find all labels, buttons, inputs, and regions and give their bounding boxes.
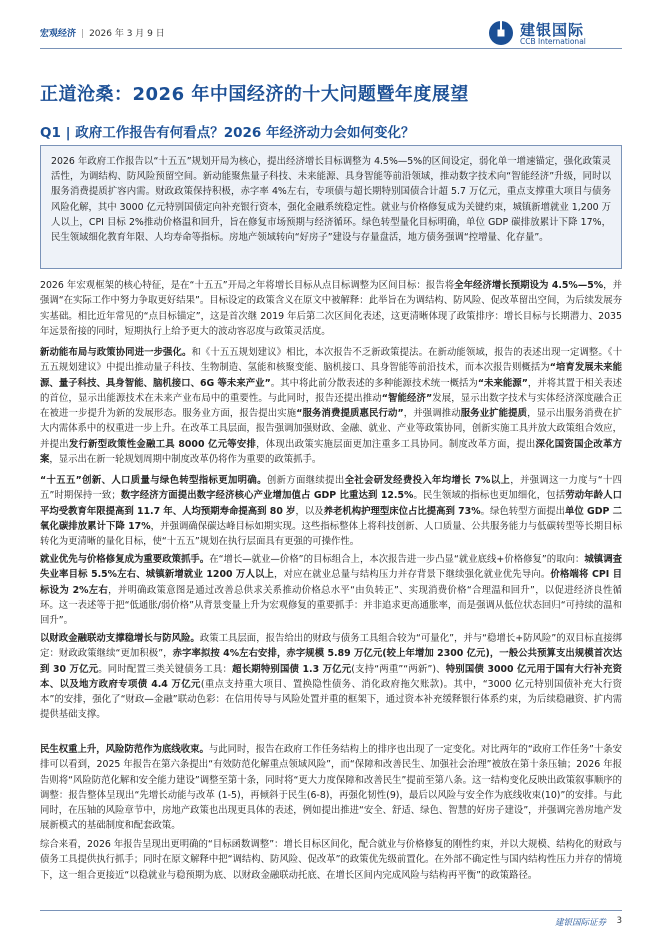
summary-box: 2026 年政府工作报告以“十五五”规划开局为核心，提出经济增长目标调整为 4.5%—5%的区间设定，弱化单一增速锚定，强化政策灵活性，为调结构、防风险预留空间。新动能聚焦量子科技、未来能源、具身智能等前沿领域，推动数字技术向“智能经济”升级，同时以服务消费提质扩容内需。财政政策保持积极，赤字率 4%左右，专项债与超长期特别国债合计超 5.7 万亿元，重点支撑重大项目与债务风险化解，其中 3000 亿元特别国债定向补充银行资本，强化金融系统稳定性。就业与价格修复成为关键约束，城镇新增就业 1,200 万人以上，CPI 目标 2%推动价格温和回升，旨在修复市场预期与经济循环。绿色转型量化目标明确，单位 GDP 碳排放累计下降 17%，民生领域细化教育年限、人均寿命等指标。房地产领域转向“好房子”建设与存量盘活，地方债务强调“控增量、化存量”。	[40, 145, 622, 269]
bold-text-run: 以财政金融联动支撑稳增长与防风险。	[40, 633, 200, 644]
text-run: 发展，显示出数字技术与实体经济深度融合正在被进一步提升为新的发展形态。服务业方面，报告提出实施	[40, 392, 622, 420]
bold-text-run: 赤字率拟按 4%左右安排	[172, 648, 277, 660]
text-run: (重点支持重大项目、置换隐性债务、消化政府拖欠账款)。其中，“3000 亿元特别国债补充大行资本”的安排，强化了“财政—金融”联动色彩：在信用传导与风险处置并重的框架下，通过资本补充缓释银行体系约束，为后续稳融资、扩内需提供基础支撑。	[40, 678, 623, 721]
section-subtitle: Q1 | 政府工作报告有何看点？2026 年经济动力会如何变化？	[40, 125, 415, 141]
bold-text-run: 单位 GDP 二氧化碳排放累计下降 17%	[40, 505, 623, 532]
header-date: 2026 年 3 月 9 日	[89, 29, 165, 39]
page-header	[40, 18, 622, 48]
bold-text-run: 数字经济方面提出数字经济核心产业增加值占 GDP 比重达到 12.5%	[120, 490, 414, 502]
text-run: 综合来看，2026 年报告呈现出更明确的“目标函数调整”：增长目标区间化，配合就业与价格修复的刚性约束，并以大规模、结构化的财政与债务工具提供执行抓手；同时在原文解释中把“调结构、防风险、促改革”的政策优先级前置化。在外部不确定性与国内结构性压力并存的情境下，这一组合更接近“以稳就业与稳预期为底、以财政金融联动托底、在增长区间内完成风险与结构再平衡”的政策路径。	[40, 839, 622, 881]
logo-name-en: CCB International	[520, 37, 586, 46]
text-run: 与此同时，报告在政府工作任务结构上的排序也出现了一定变化。对比两年的“政府工作任务”十条安排可以看到，2025 年报告在第六条提出“有效防范化解重点领域风险”，而“保障和改善民生、加强社会治理”被放在第十条压轴；2026 年报告则将“风险防范化解和安全能力建设”调整至第十条，同时将“更大力度保障和改善民生”提前至第八条。这一结构变化反映出政策叙事顺序的调整：报告整体呈现出“先增长动能与改革 (1-5)，再倾斜于民生(6-8)，再强化韧性(9)，最后以风险与安全作为底线收束(10)”的安排。与此同时，在压轴的风险章节中，房地产政策也出现更具体的表述，例如提出推进“安全、舒适、绿色、智慧的好房子建设”，并强调完善房地产发展新模式的基础制度和配套政策。	[40, 744, 622, 832]
body-paragraph	[40, 278, 622, 339]
body-paragraph	[40, 837, 622, 883]
body-paragraph	[40, 552, 622, 628]
bold-text-run: 超长期特别国债 1.3 万亿元	[232, 663, 352, 675]
bold-text-run: 全社会研发经费投入年均增长 7%以上	[344, 475, 511, 486]
bold-text-run: “培育发展未来能源、量子科技、具身智能、脑机接口、6G 等未来产业”	[40, 362, 622, 389]
header-divider	[40, 48, 622, 49]
logo-name-cn: 建银国际	[520, 21, 585, 39]
text-run: 和《十五五规划建议》相比，本次报告不乏新政策提法。在新动能领域，报告的表述出现一定调整。《十五五规划建议》中提出推动量子科技、生物制造、氢能和核聚变能、脑机接口、具身智能等前沿技术，而本次报告则概括为	[40, 347, 622, 374]
text-run: ，并强调推动	[403, 408, 461, 420]
bold-text-run: 特别国债 3000 亿元用于国有大行补充资本、以及地方政府专项债 4.4 万亿元	[40, 663, 623, 690]
header-section: 宏观经济	[40, 29, 77, 39]
bold-text-run: “智能经济”	[381, 392, 433, 404]
text-run: ，并将其置于相关表述的首位，显示出能源技术在未来产业布局中的重要性。与此同时，报告还提出推动	[40, 377, 622, 404]
ccb-logo-icon	[488, 20, 514, 46]
bold-text-run: 服务业扩能提质	[460, 408, 528, 420]
header-separator: |	[81, 29, 85, 39]
bold-text-run: 价格端将 CPI 目标设为 2%左右	[40, 569, 622, 596]
page-number: 3	[616, 916, 622, 926]
bold-text-run: 发行新型政策性金融工具 8000 亿元等安排	[68, 438, 257, 450]
bold-text-run: 城镇调查失业率目标 5.5%左右、城镇新增就业 1200 万人以上	[40, 554, 622, 581]
text-run: 创新方面继续提出	[266, 475, 345, 486]
text-run: ，体现出政策实施层面更加注重多工具协同。制度改革方面，提出	[256, 438, 536, 450]
bold-text-run: 深化国资国企改革方案	[40, 438, 622, 466]
header-meta	[40, 26, 165, 39]
footer-brand: 建银国际证券	[554, 918, 606, 928]
bold-text-run: 全年经济增长预期设为 4.5%—5%	[454, 280, 604, 291]
footer-divider	[40, 910, 622, 911]
bold-text-run: “未来能源”	[477, 377, 528, 389]
text-run: ，并强调这一力度与“十四五”时期保持一致；	[40, 475, 622, 502]
body-paragraph	[40, 631, 622, 723]
bold-text-run: 就业优先与价格修复成为重要政策抓手。	[40, 554, 210, 565]
ccbi-logo	[488, 18, 618, 48]
text-run: ，并强调确保碳达峰目标如期实现。这些指标整体上将科技创新、人口质量、公共服务能力与低碳转型等长期目标转化为更清晰的量化目标，使“十五五”规划在执行层面具有更强的可操作性。	[40, 520, 622, 548]
text-run: 。同时配置三类关键债务工具：	[98, 663, 233, 675]
body-paragraph	[40, 345, 622, 467]
bold-text-run: “服务消费提质惠民行动”	[296, 408, 404, 420]
bold-text-run: 养老机构护理型床位占比提高到 73%	[323, 505, 481, 517]
text-run: ，并明确政策意图是通过改善总供求关系推动价格总水平“由负转正”、实现消费价格“合理温和回升”，以促进经济良性循环。这一表述等于把“低通胀/弱价格”从背景变量上升为宏观修复的重要抓手：并非追求更高通胀率，而是强调从低位状态回归“可持续的温和回升”。	[40, 584, 622, 627]
body-paragraph	[40, 742, 622, 834]
text-run: 。其中将此前分散表述的多种能源技术统一概括为	[270, 377, 478, 389]
bold-text-run: 劳动年龄人口平均受教育年限提高到 11.7 年、人均预期寿命提高到 80 岁	[40, 490, 622, 517]
text-run: ，以及	[295, 505, 324, 517]
body-paragraph	[40, 473, 622, 549]
bold-text-run: 新动能布局与政策协同进一步强化。	[40, 347, 192, 358]
text-run: 。绿色转型方面提出	[480, 505, 565, 517]
text-run: ，显示出服务消费在扩大内需体系中的权重进一步上升。在改革工具层面，报告强调加强财政、金融、就业、产业等政策协同，创新实施工具并放大政策组合效应，并提出	[40, 408, 622, 450]
text-run: ，对应在就业总量与结构压力并存背景下继续强化就业优先导向。	[274, 569, 551, 581]
text-run: 2026 年宏观框架的核心特征，是在“十五五”开局之年将增长目标从点目标调整为区间目标：报告将	[40, 280, 455, 291]
text-run: (支持“两重”“两新”)、	[351, 663, 446, 675]
report-title: 正道沧桑：2026 年中国经济的十大问题暨年度展望	[40, 84, 469, 105]
text-run: 在“增长—就业—价格”的目标组合上，本次报告进一步凸显“就业底线+价格修复”的取向：	[209, 554, 585, 565]
text-run: ，显示出在新一轮规划周期中制度改革仍将作为重要的政策抓手。	[49, 454, 322, 466]
bold-text-run: ，赤字规模 5.89 万亿元(较上年增加 2300 亿元)，一般公共预算支出规模首次达到 30 万亿元	[40, 648, 622, 675]
text-run: ，并强调“在实际工作中努力争取更好结果”。目标设定的政策含义在原文中被解释：此举旨在为调结构、防风险、促改革留出空间，为后续发展夯实基础。相比近年常见的“点目标锚定”，这是首次继 2019 年后第二次区间化表述，这更清晰体现了政策排序：增长目标与长期潜力、2035 年远景衔接的同时，短期执行上给予更大的波动容忍度与政策灵活度。	[40, 280, 622, 337]
text-run: 政策工具层面，报告给出的财政与债务工具组合较为“可量化”，并与“稳增长+防风险”的双目标直接绑定：财政政策继续“更加积极”，	[40, 633, 622, 660]
bold-text-run: 民生权重上升，风险防范作为底线收束。	[40, 744, 209, 755]
text-run: 。民生领域的指标也更加细化，包括	[413, 490, 566, 502]
bold-text-run: “十五五”创新、人口质量与绿色转型指标更加明确。	[40, 475, 267, 486]
